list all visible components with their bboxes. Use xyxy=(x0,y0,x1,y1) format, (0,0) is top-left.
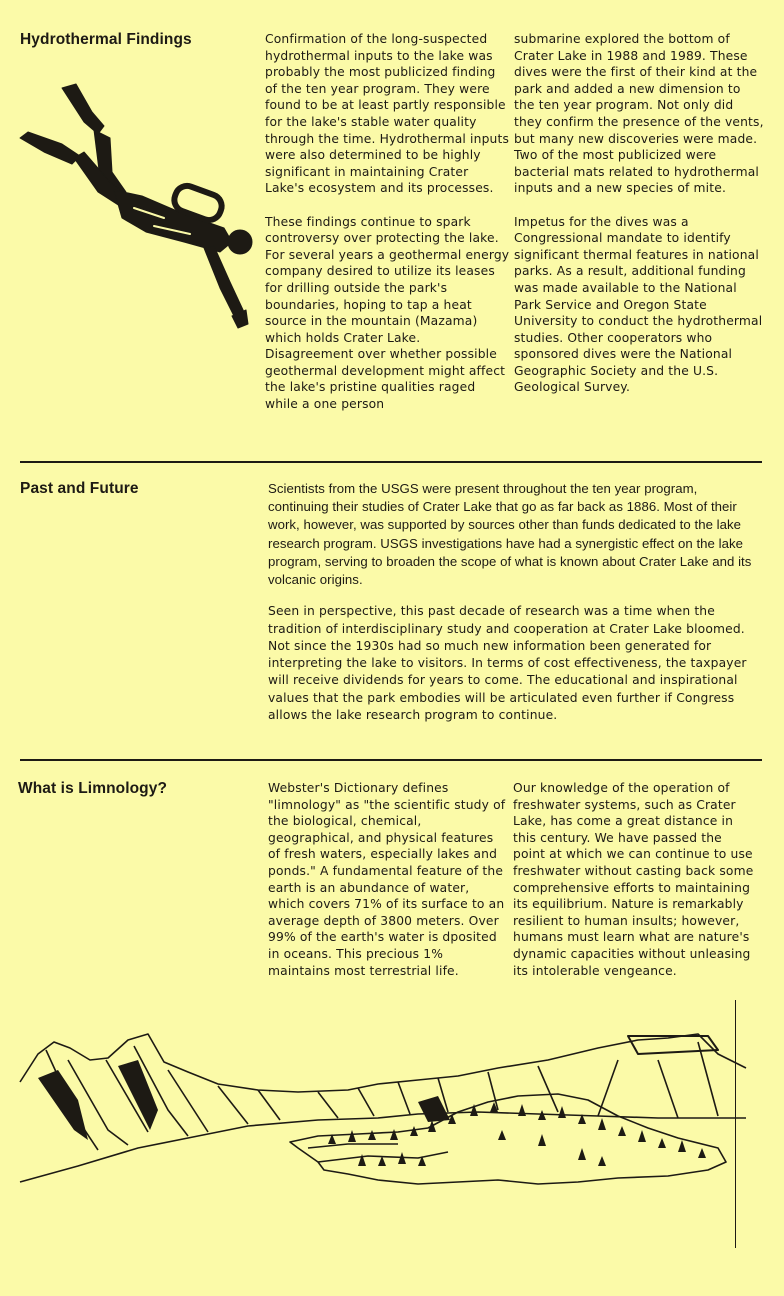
limnology-column-2 xyxy=(513,780,758,979)
paragraph: Impetus for the dives was a Congressional mandate to identify significant thermal features in national parks. As a result, additional funding was made available to the National Park Service and Oregon State University to conduct the hydrothermal studies. Other cooperators who sponsored dives were the National Geographic Society and the U.S. Geological Survey. xyxy=(514,214,763,395)
limnology-column-1 xyxy=(268,780,508,979)
section-divider xyxy=(20,759,762,761)
paragraph: These findings continue to spark controversy over protecting the lake. For several years a geothermal energy company desired to utilize its leases for drilling outside the park's boundaries, hoping to tap a heat source in the mountain (Mazama) which holds Crater Lake. Disagreement over whether possible geothermal development might affect the lake's pristine qualities raged while a one person xyxy=(265,214,510,412)
heading-what-is-limnology: What is Limnology? xyxy=(18,780,168,797)
paragraph: Scientists from the USGS were present throughout the ten year program, continuing their studies of Crater Lake that go as far back as 1886. Most of their work, however, was supported by sources other than funds dedicated to the lake research program. USGS investigations have had a synergistic effect on the lake program, serving to broaden the scope of what is known about Crater Lake and its volcanic origins. xyxy=(268,481,752,588)
heading-past-and-future: Past and Future xyxy=(20,480,139,497)
crater-lake-wizard-island-illustration xyxy=(18,1020,748,1230)
heading-hydrothermal-findings: Hydrothermal Findings xyxy=(20,31,192,48)
paragraph: Webster's Dictionary defines "limnology" as "the scientific study of the biological, chemical, geographical, and physical features of fresh waters, especially lakes and ponds." A fundamental feature of the earth is an abundance of water, which covers 71% of its surface to an average depth of 3800 meters. Over 99% of the earth's water is dposited in oceans. This precious 1% maintains most terrestrial life. xyxy=(268,781,506,978)
paragraph: submarine explored the bottom of Crater Lake in 1988 and 1989. These dives were the first of their kind at the park and added a new dimension to the ten year program. Not only did they confirm the presence of the vents, but many new discoveries were made. Two of the most publicized were bacterial mats related to hydrothermal inputs and a new species of mite. xyxy=(514,32,764,196)
past-future-body xyxy=(268,480,758,724)
paragraph: Our knowledge of the operation of freshwater systems, such as Crater Lake, has come a great distance in this century. We have passed the point at which we can continue to use freshwater without casting back some comprehensive efforts to maintaining its equilibrium. Nature is remarkably resilient to human insults; however, humans must learn what are nature's dynamic capacities without unleasing its intolerable vengeance. xyxy=(513,781,754,978)
hydrothermal-column-2 xyxy=(514,31,764,396)
scuba-diver-icon xyxy=(14,82,254,332)
hydrothermal-column-1 xyxy=(265,31,510,413)
paragraph: Seen in perspective, this past decade of research was a time when the tradition of interdisciplinary study and cooperation at Crater Lake bloomed. Not since the 1930s had so much new information been generated for interpreting the lake to visitors. In terms of cost effectiveness, the taxpayer will receive dividends for years to come. The educational and inspirational values that the park embodies will be articulated even further if Congress allows the lake research program to continue. xyxy=(268,604,747,722)
paragraph: Confirmation of the long-suspected hydrothermal inputs to the lake was probably the most publicized finding of the ten year program. They were found to be at least partly responsible for the lake's stable water quality through the time. Hydrothermal inputs were also determined to be highly significant in maintaining Crater Lake's ecosystem and its processes. xyxy=(265,32,509,196)
section-divider xyxy=(20,461,762,463)
